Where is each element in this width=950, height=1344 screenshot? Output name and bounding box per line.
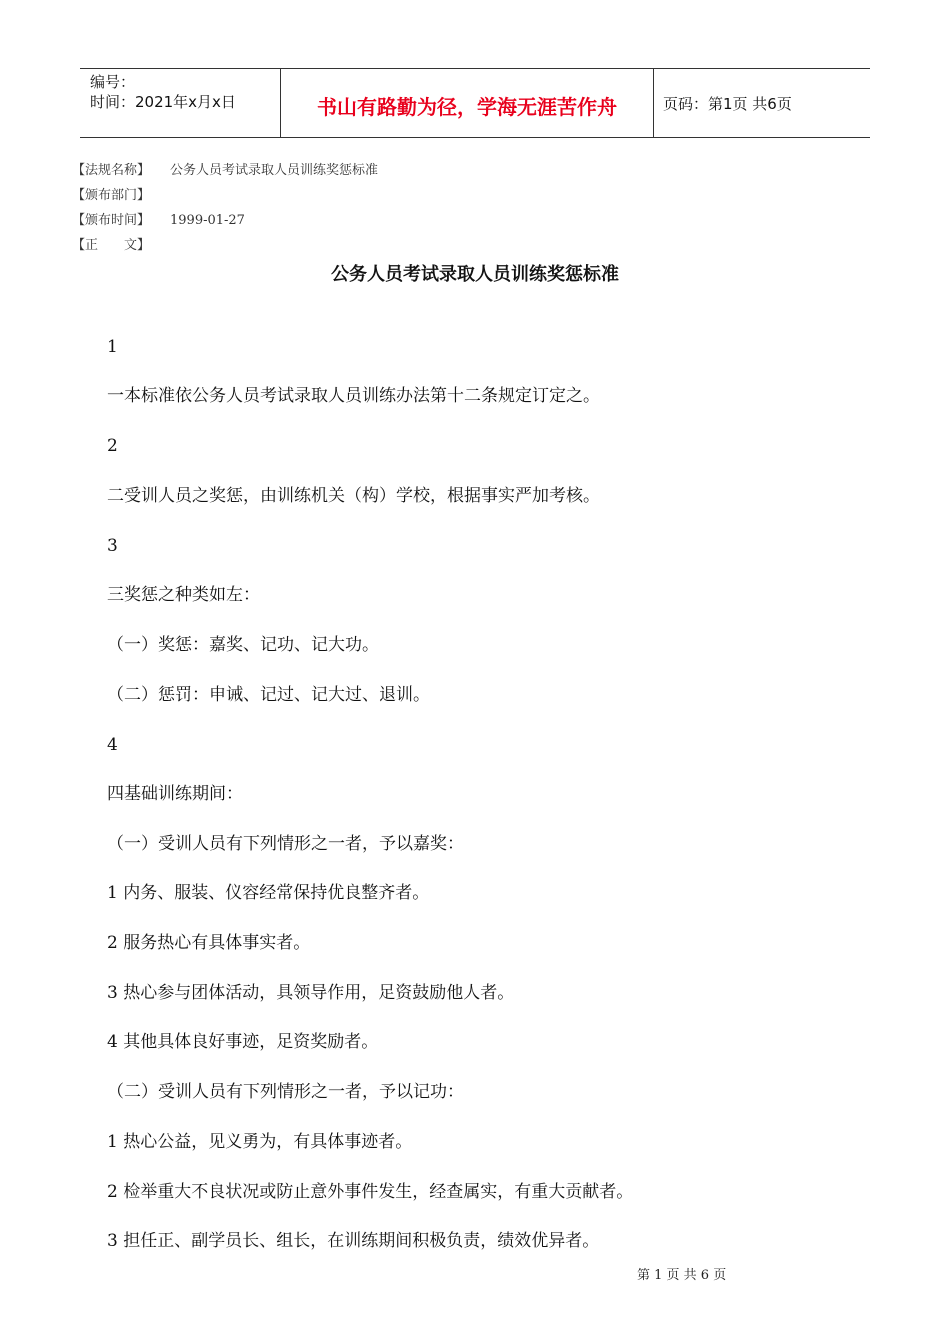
header-page-number: 页码：第1页 共6页 (663, 94, 792, 113)
paragraph: 1 (107, 337, 118, 357)
document-header (80, 68, 870, 138)
paragraph: 3 担任正、副学员长、组长，在训练期间积极负责，绩效优异者。 (107, 1231, 600, 1251)
paragraph: （二）受训人员有下列情形之一者，予以记功： (107, 1082, 464, 1102)
header-motto: 书山有路勤为径，学海无涯苦作舟 (281, 69, 654, 137)
paragraph: （一）奖惩：嘉奖、记功、记大功。 (107, 635, 379, 655)
paragraph: 二受训人员之奖惩，由训练机关（构）学校，根据事实严加考核。 (107, 486, 600, 506)
meta-name-label: 【法规名称】 (72, 163, 151, 178)
meta-dept-label: 【颁布部门】 (72, 188, 151, 203)
meta-body-label: 【正 文】 (72, 238, 151, 253)
document-title: 公务人员考试录取人员训练奖惩标准 (331, 264, 619, 285)
paragraph: 2 (107, 436, 118, 456)
paragraph: 四基础训练期间： (107, 784, 243, 804)
paragraph: 3 热心参与团体活动，具领导作用，足资鼓励他人者。 (107, 983, 515, 1003)
paragraph: 4 其他具体良好事迹，足资奖励者。 (107, 1032, 379, 1052)
header-date: 时间：2021年x月x日 (90, 93, 236, 111)
page-footer: 第 1 页 共 6 页 (637, 1268, 727, 1283)
paragraph: 一本标准依公务人员考试录取人员训练办法第十二条规定订定之。 (107, 386, 600, 406)
paragraph: 三奖惩之种类如左： (107, 585, 260, 605)
meta-issuing-department (72, 188, 170, 204)
paragraph: 1 内务、服装、仪容经常保持优良整齐者。 (107, 883, 430, 903)
meta-regulation-name (72, 163, 378, 179)
paragraph: （二）惩罚：申诫、记过、记大过、退训。 (107, 685, 430, 705)
paragraph: 2 服务热心有具体事实者。 (107, 933, 311, 953)
meta-name-value: 公务人员考试录取人员训练奖惩标准 (170, 163, 379, 178)
header-info-cell (80, 69, 281, 137)
paragraph: 2 检举重大不良状况或防止意外事件发生，经查属实，有重大贡献者。 (107, 1182, 634, 1202)
paragraph: 3 (107, 536, 118, 556)
paragraph: （一）受训人员有下列情形之一者，予以嘉奖： (107, 834, 464, 854)
paragraph: 1 热心公益，见义勇为，有具体事迹者。 (107, 1132, 413, 1152)
paragraph: 4 (107, 735, 118, 755)
serial-number-label: 编号： (90, 73, 136, 91)
meta-date-label: 【颁布时间】 (72, 213, 151, 228)
meta-date-value: 1999-01-27 (170, 213, 245, 228)
meta-issue-date (72, 213, 245, 229)
